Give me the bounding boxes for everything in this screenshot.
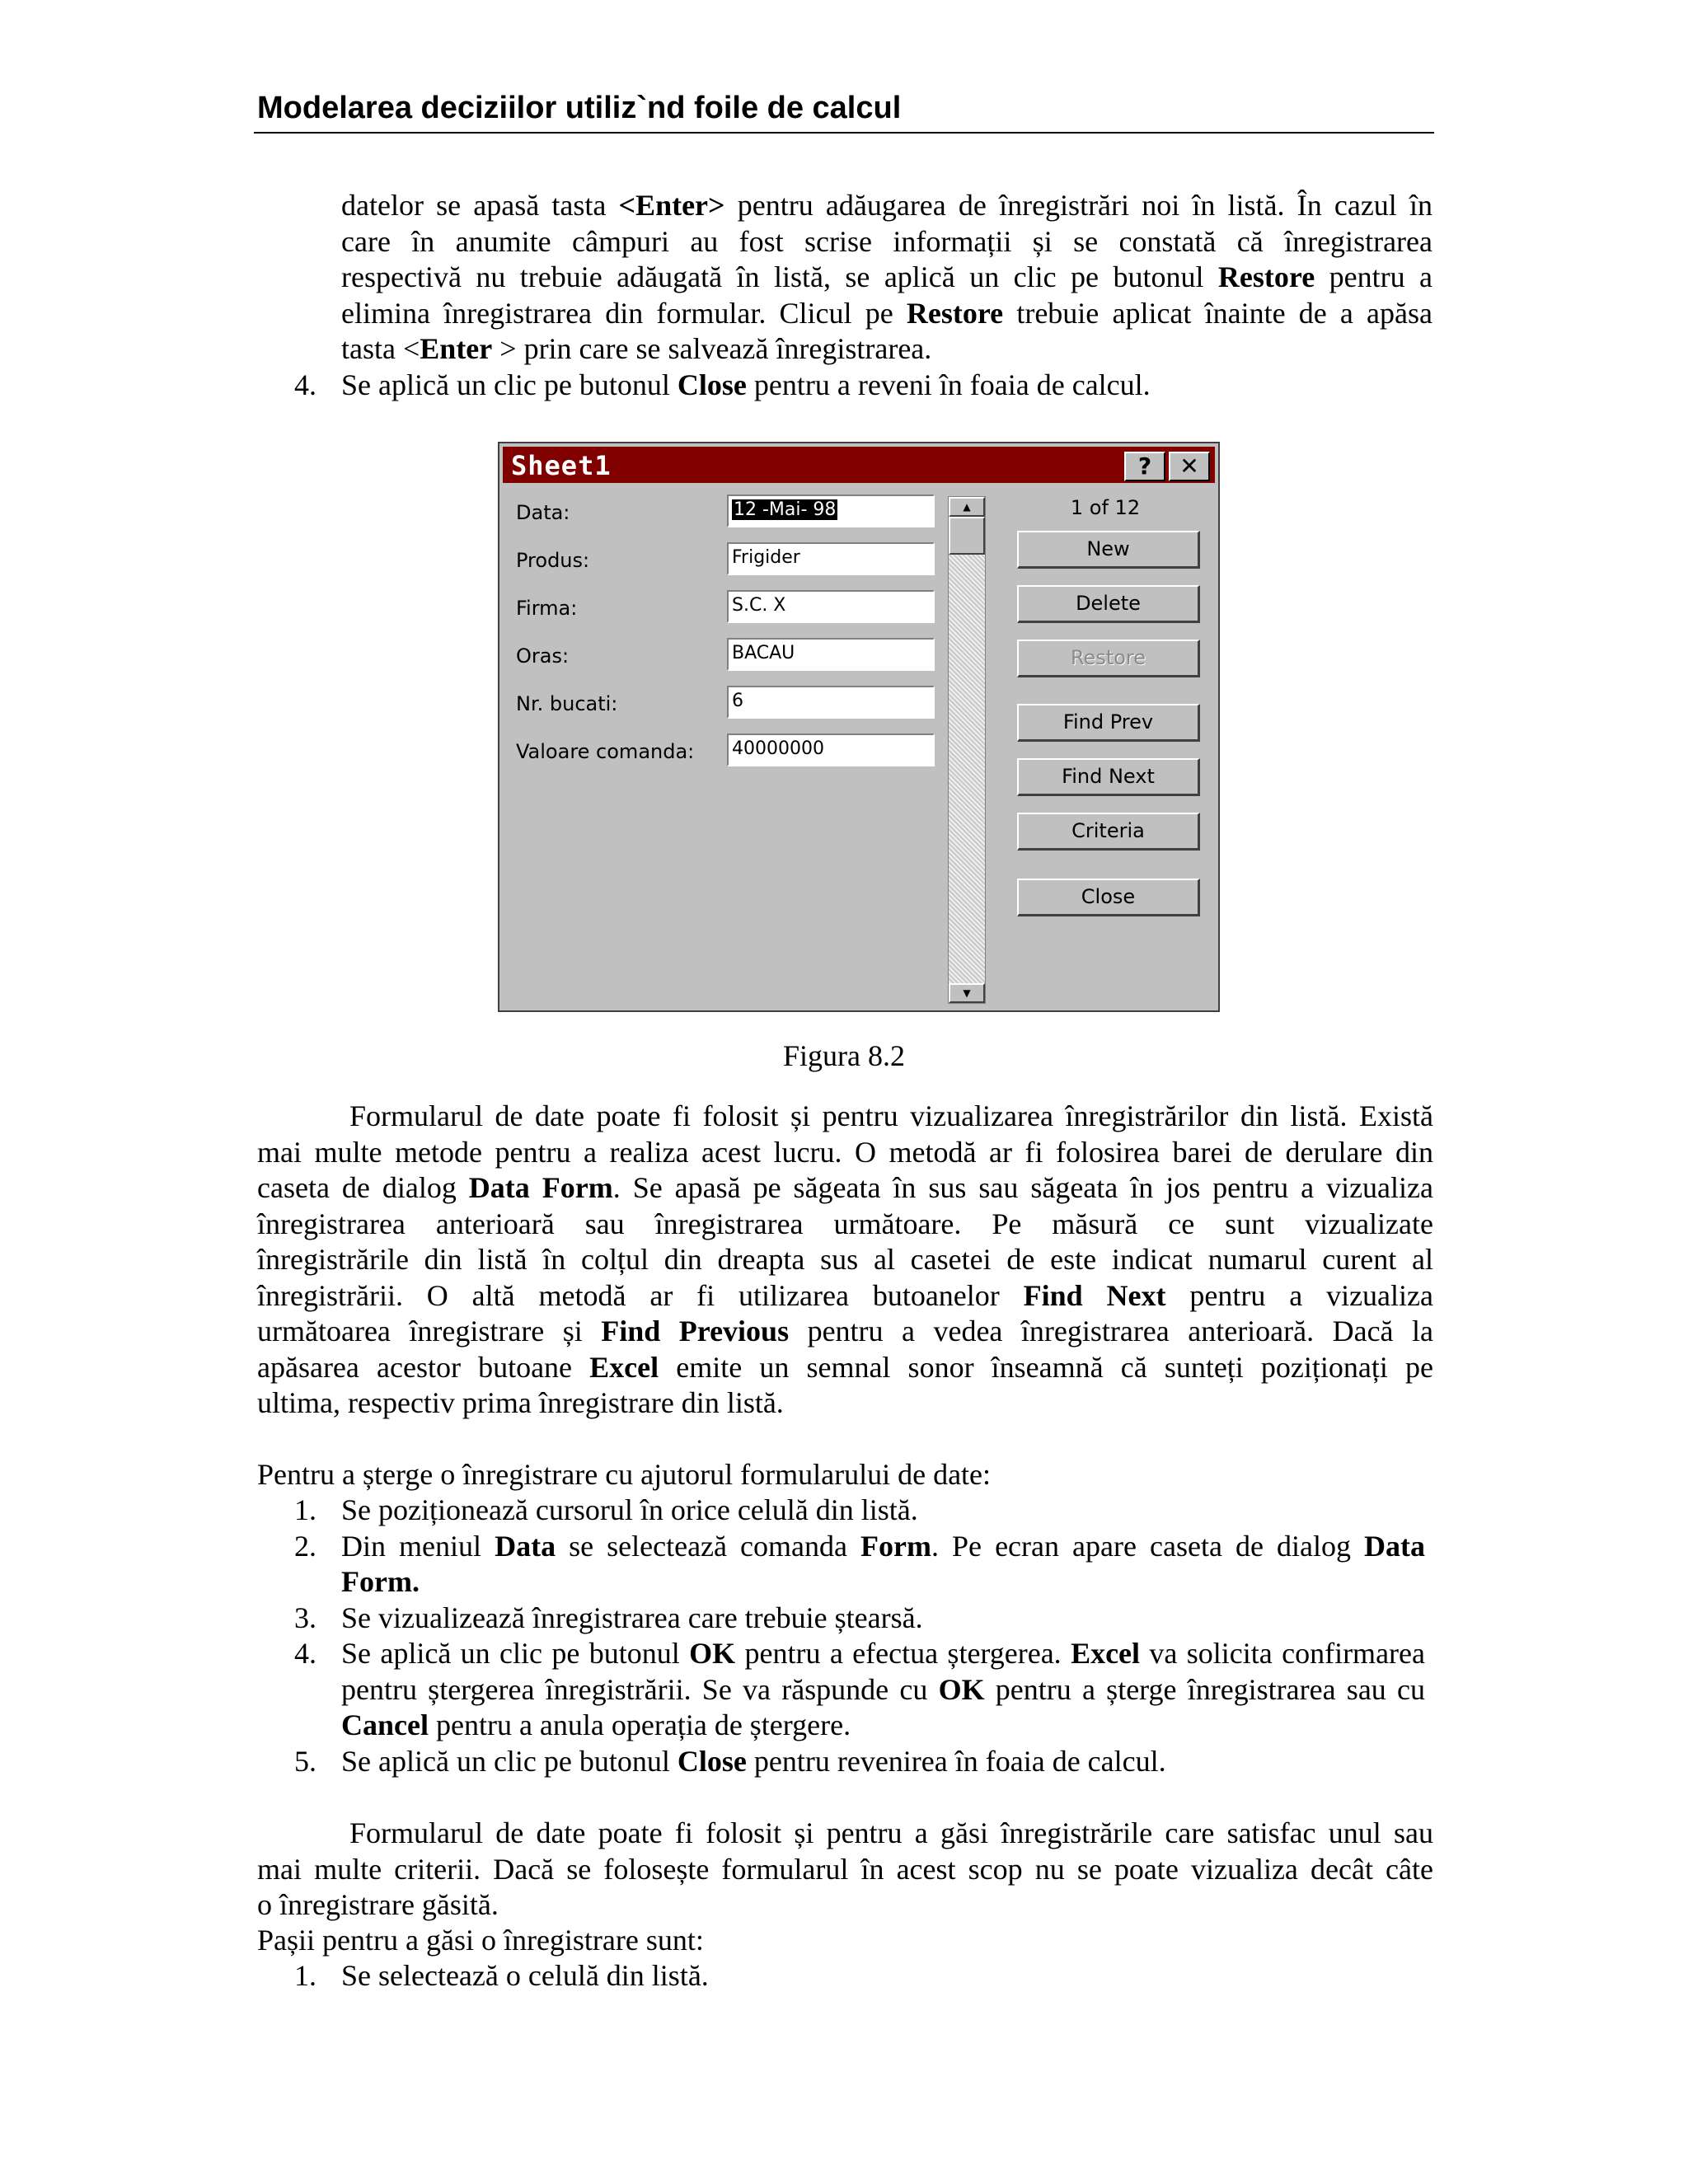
steps-list-add — [255, 368, 1433, 404]
text-run: o înregistrare găsită. — [257, 1888, 499, 1921]
list-number: 4. — [294, 368, 316, 401]
text-line — [341, 260, 1432, 296]
text-run: > prin care se salvează înregistrarea. — [492, 332, 932, 365]
scroll-thumb[interactable] — [949, 517, 985, 555]
record-counter: 1 of 12 — [1070, 496, 1141, 519]
text-line — [257, 1887, 1433, 1924]
list-item — [255, 1493, 1425, 1529]
bold-term: Data Form — [468, 1171, 613, 1204]
bold-term: Find Previous — [601, 1315, 790, 1347]
text-run: pentru adăugarea de înregistrări noi în listă. În cazul în — [724, 189, 1432, 222]
text-run: Formularul de date poate fi folosit și pentru a găsi înregistrările care satisfac unul sau — [349, 1816, 1433, 1849]
list-item — [255, 1529, 1425, 1601]
list-number: 4. — [294, 1637, 316, 1670]
bold-term: <Enter> — [618, 189, 725, 222]
list-item — [255, 1636, 1425, 1744]
data-field-value: 12 -Mai- 98 — [734, 499, 837, 520]
bold-term: Cancel — [341, 1708, 429, 1741]
text-run: pentru revenirea în foaia de calcul. — [746, 1744, 1166, 1778]
text-run: pentru a efectua ștergerea. — [735, 1637, 1071, 1670]
bold-term: Data Form. — [341, 1529, 1426, 1598]
record-scrollbar[interactable] — [948, 496, 986, 1004]
list-item — [255, 368, 1433, 404]
oras-field[interactable]: BACAU — [727, 638, 935, 671]
text-run: Se aplică un clic pe butonul — [341, 1744, 678, 1778]
text-run: înregistrarea anterioară sau înregistrarea următoare. Pe măsură ce sunt vizualizate — [257, 1207, 1433, 1240]
bold-term: Enter — [420, 332, 493, 365]
list-item — [255, 1744, 1425, 1780]
list-number: 1. — [294, 1959, 316, 1992]
valoare-comanda-field[interactable]: 40000000 — [727, 733, 935, 766]
text-run: emite un semnal sonor înseamnă că sunteți poziționați pe — [659, 1350, 1433, 1384]
text-run: elimina înregistrarea din formular. Clicul pe — [341, 296, 907, 330]
field-label-produs: Produs: — [516, 549, 590, 572]
bold-term: Data — [495, 1529, 556, 1563]
bold-term: Restore — [1217, 260, 1315, 293]
page-header-title: Modelarea deciziilor utiliz`nd foile de calcul — [257, 91, 902, 125]
text-run: Se aplică un clic pe butonul — [341, 1637, 690, 1670]
text-line — [257, 1278, 1433, 1315]
text-run: pentru a șterge înregistrarea sau cu — [984, 1672, 1425, 1706]
new-button[interactable]: New — [1017, 531, 1200, 569]
field-label-firma: Firma: — [516, 597, 578, 620]
text-run: se selectează comanda — [556, 1529, 861, 1563]
scroll-up-arrow-icon[interactable]: ▲ — [949, 497, 985, 517]
text-line — [257, 1816, 1433, 1852]
text-line — [257, 1242, 1433, 1278]
field-label-oras: Oras: — [516, 644, 570, 668]
text-run: Se selectează o celulă din listă. — [341, 1959, 709, 1992]
text-run: pentru a reveni în foaia de calcul. — [746, 368, 1151, 401]
close-button[interactable]: Close — [1017, 879, 1200, 916]
text-run: Din meniul — [341, 1529, 495, 1563]
close-icon[interactable]: ✕ — [1169, 452, 1210, 481]
scroll-down-arrow-icon[interactable]: ▼ — [949, 983, 985, 1003]
paragraph-viewing-records — [257, 1099, 1433, 1422]
paragraph-finding-records — [257, 1816, 1433, 1924]
list-number: 5. — [294, 1744, 316, 1778]
text-run: ultima, respectiv prima înregistrare din listă. — [257, 1386, 784, 1419]
text-line — [257, 1170, 1433, 1207]
text-run: mai multe metode pentru a realiza acest lucru. O metodă ar fi folosirea barei de derulare din — [257, 1135, 1433, 1169]
text-run: trebuie aplicat înainte de a apăsa — [1003, 296, 1432, 330]
text-line — [257, 1207, 1433, 1243]
text-run: Se vizualizează înregistrarea care trebuie ștearsă. — [341, 1601, 923, 1634]
text-run: Se aplică un clic pe butonul — [341, 368, 678, 401]
text-line — [257, 1852, 1433, 1888]
produs-field[interactable]: Frigider — [727, 542, 935, 575]
text-line — [341, 331, 1432, 368]
field-label-valoare-comanda: Valoare comanda: — [516, 740, 695, 763]
data-form-dialog — [498, 442, 1220, 1012]
text-run: respectivă nu trebuie adăugată în listă, se aplică un clic pe butonul — [341, 260, 1218, 293]
bold-term: Form — [860, 1529, 931, 1563]
find-steps-intro: Pașii pentru a găsi o înregistrare sunt: — [257, 1924, 704, 1957]
field-label-data: Data: — [516, 501, 570, 524]
dialog-titlebar[interactable] — [503, 447, 1215, 483]
text-run: apăsarea acestor butoane — [257, 1350, 590, 1384]
list-number: 1. — [294, 1493, 316, 1526]
header-divider — [254, 132, 1434, 134]
text-line — [341, 224, 1432, 260]
text-line — [257, 1350, 1433, 1386]
firma-field[interactable]: S.C. X — [727, 590, 935, 623]
nr-bucati-field[interactable]: 6 — [727, 686, 935, 719]
intro-paragraph — [341, 188, 1432, 368]
find-prev-button[interactable]: Find Prev — [1017, 704, 1200, 742]
text-run: . Se apasă pe săgeata în sus sau săgeata în jos pentru a vizualiza — [612, 1171, 1433, 1204]
list-item — [255, 1958, 1433, 1994]
text-run: va solicita confirmarea pentru ștergerea înregistrării. Se va răspunde cu — [341, 1637, 1425, 1706]
steps-list-find — [255, 1958, 1433, 1994]
text-run: următoarea înregistrare și — [257, 1315, 602, 1347]
text-run: pentru a anula operația de ștergere. — [428, 1708, 851, 1741]
bold-term: Excel — [589, 1350, 659, 1384]
help-button[interactable]: ? — [1124, 452, 1165, 481]
text-run: datelor se apasă tasta — [341, 189, 619, 222]
text-run: caseta de dialog — [257, 1171, 469, 1204]
delete-intro: Pentru a șterge o înregistrare cu ajutorul formularului de date: — [257, 1458, 992, 1491]
text-line — [341, 188, 1432, 224]
text-run: Formularul de date poate fi folosit și pentru vizualizarea înregistrărilor din listă. Există — [349, 1099, 1433, 1132]
figure-caption: Figura 8.2 — [783, 1039, 905, 1072]
text-line — [257, 1314, 1433, 1350]
text-line — [257, 1385, 1433, 1422]
restore-button[interactable]: Restore — [1017, 640, 1200, 677]
bold-term: Close — [677, 368, 747, 401]
bold-term: Restore — [906, 296, 1004, 330]
delete-button[interactable]: Delete — [1017, 585, 1200, 623]
find-next-button[interactable]: Find Next — [1017, 758, 1200, 796]
text-line — [257, 1099, 1433, 1135]
steps-list-delete — [255, 1493, 1425, 1779]
dialog-title: Sheet1 — [511, 450, 612, 481]
text-line — [341, 296, 1432, 332]
text-run: pentru a vedea înregistrarea anterioară. Dacă la — [789, 1315, 1433, 1347]
text-run: Se poziționează cursorul în orice celulă din listă. — [341, 1493, 918, 1526]
bold-term: Excel — [1071, 1637, 1141, 1670]
text-run: înregistrările din listă în colțul din dreapta sus al casetei de este indicat numarul curent al — [257, 1243, 1433, 1276]
text-run: înregistrării. O altă metodă ar fi utilizarea butoanelor — [257, 1278, 1024, 1312]
list-item — [255, 1601, 1425, 1637]
text-run: pentru a vizualiza — [1165, 1278, 1433, 1312]
text-line — [257, 1135, 1433, 1171]
bold-term: OK — [689, 1637, 736, 1670]
text-run: mai multe criterii. Dacă se folosește formularul în acest scop nu se poate vizualiza decât câte — [257, 1852, 1433, 1886]
text-run: tasta < — [341, 332, 420, 365]
bold-term: Close — [677, 1744, 747, 1778]
list-number: 3. — [294, 1601, 316, 1634]
text-run: . Pe ecran apare caseta de dialog — [931, 1529, 1365, 1563]
criteria-button[interactable]: Criteria — [1017, 813, 1200, 851]
text-run: care în anumite câmpuri au fost scrise informații și se constată că înregistrarea — [341, 224, 1432, 258]
bold-term: Find Next — [1023, 1278, 1166, 1312]
field-label-nr-bucati: Nr. bucati: — [516, 692, 618, 715]
data-field[interactable] — [727, 494, 935, 527]
bold-term: OK — [938, 1672, 985, 1706]
list-number: 2. — [294, 1529, 316, 1563]
text-run: pentru a — [1315, 260, 1432, 293]
